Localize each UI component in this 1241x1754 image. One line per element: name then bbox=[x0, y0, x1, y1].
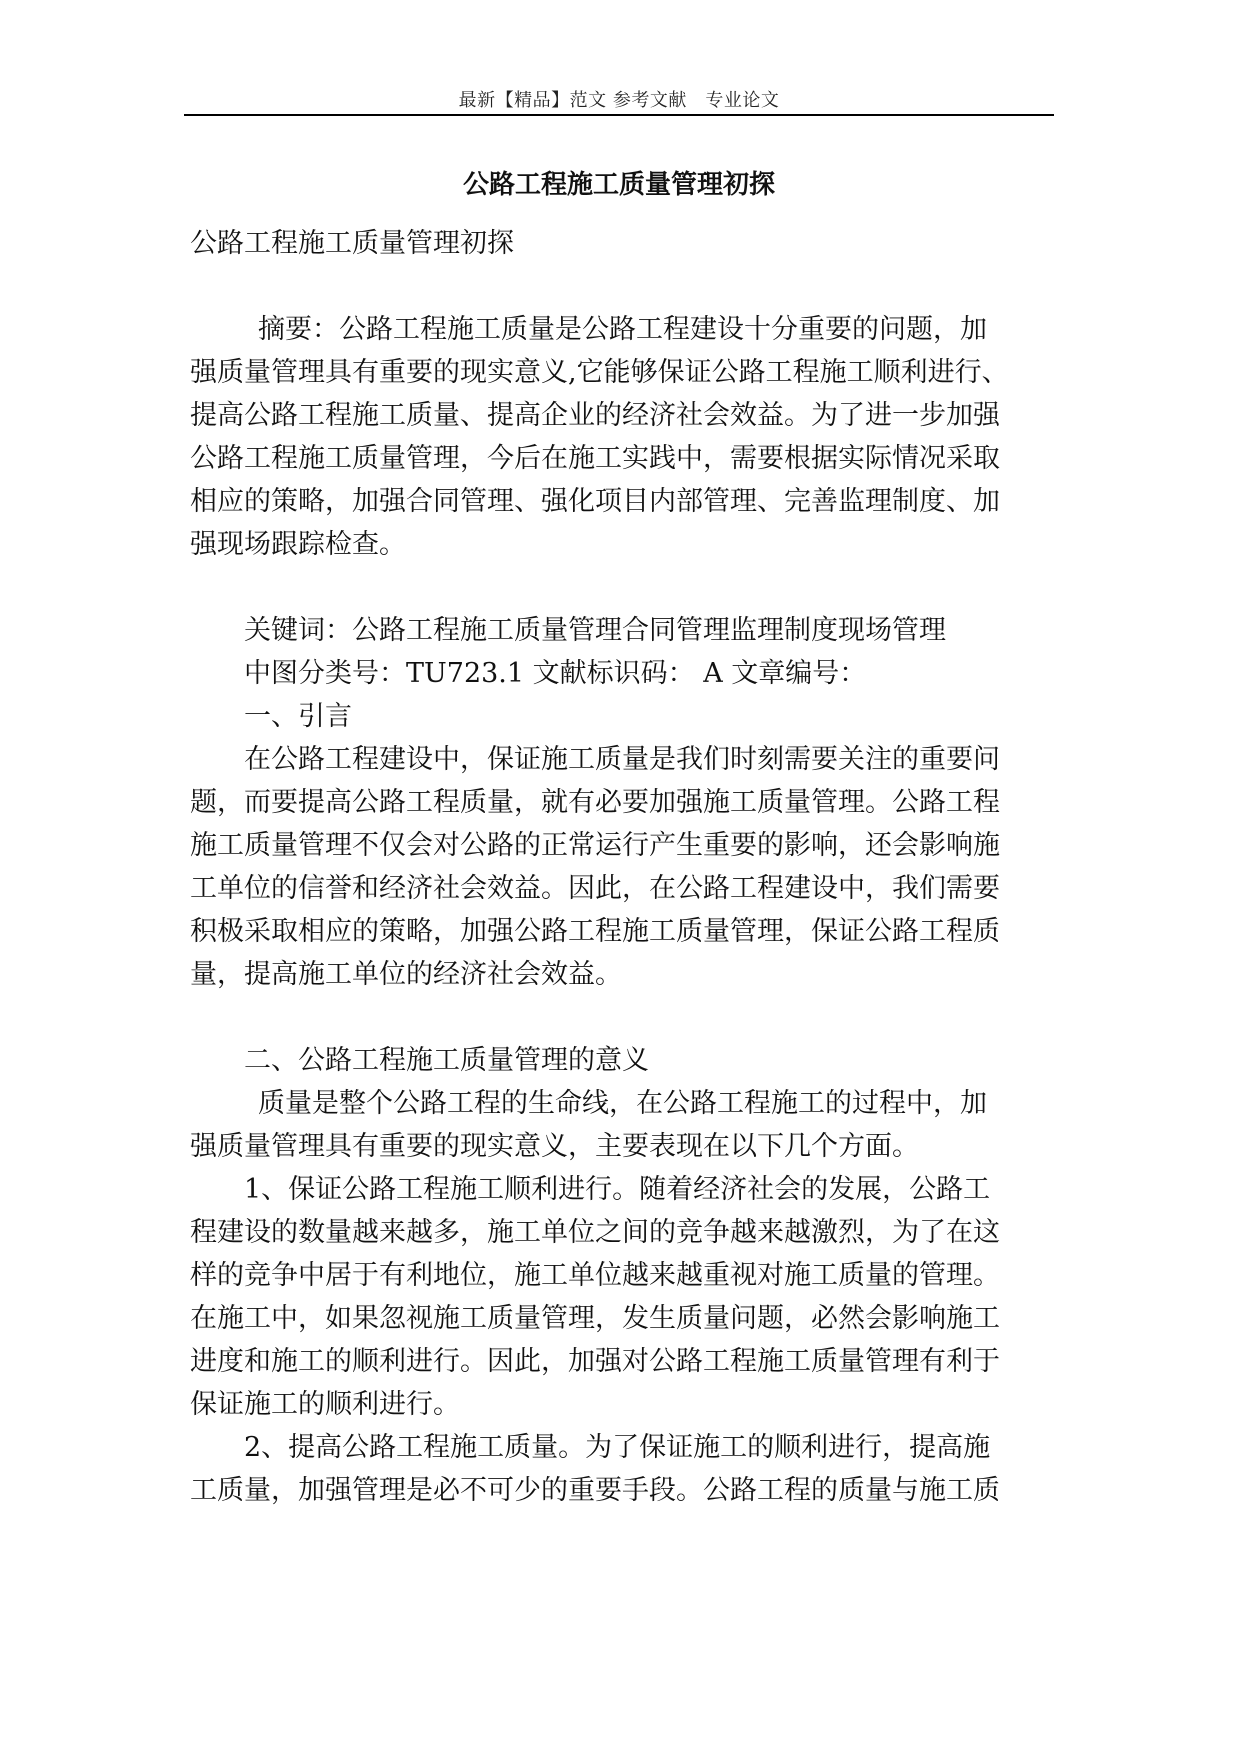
point-2 bbox=[190, 1426, 1060, 1512]
subtitle: 公路工程施工质量管理初探 bbox=[190, 228, 514, 259]
keywords: 关键词：公路工程施工质量管理合同管理监理制度现场管理 bbox=[244, 615, 946, 646]
abstract-line: 提高公路工程施工质量、提高企业的经济社会效益。为了进一步加强 bbox=[190, 400, 1000, 431]
point-1 bbox=[190, 1168, 1060, 1426]
paragraph-line: 进度和施工的顺利进行。因此，加强对公路工程施工质量管理有利于 bbox=[190, 1346, 1000, 1377]
paragraph-line: 1、保证公路工程施工顺利进行。随着经济社会的发展，公路工 bbox=[244, 1174, 991, 1205]
document-body bbox=[190, 222, 1060, 1512]
paragraph-line: 强质量管理具有重要的现实意义，主要表现在以下几个方面。 bbox=[190, 1131, 919, 1162]
paragraph-line: 施工质量管理不仅会对公路的正常运行产生重要的影响，还会影响施 bbox=[190, 830, 1000, 861]
paragraph-line: 题，而要提高公路工程质量，就有必要加强施工质量管理。公路工程 bbox=[190, 787, 1000, 818]
paragraph-line: 在施工中，如果忽视施工质量管理，发生质量问题，必然会影响施工 bbox=[190, 1303, 1000, 1334]
section-heading: 二、公路工程施工质量管理的意义 bbox=[244, 1045, 649, 1076]
section-1-body bbox=[190, 738, 1060, 996]
abstract-line: 强现场跟踪检查。 bbox=[190, 529, 406, 560]
abstract-line: 强质量管理具有重要的现实意义,它能够保证公路工程施工顺利进行、 bbox=[190, 357, 1009, 388]
paragraph-line: 在公路工程建设中，保证施工质量是我们时刻需要关注的重要问 bbox=[244, 744, 1000, 775]
paragraph-line: 样的竞争中居于有利地位，施工单位越来越重视对施工质量的管理。 bbox=[190, 1260, 1000, 1291]
running-header: 最新【精品】范文 参考文献 专业论文 bbox=[458, 90, 780, 111]
section-heading: 一、引言 bbox=[244, 701, 352, 732]
section-2-intro bbox=[190, 1082, 1060, 1168]
header-rule bbox=[184, 114, 1054, 116]
abstract bbox=[190, 308, 1060, 566]
abstract-line: 摘要：公路工程施工质量是公路工程建设十分重要的问题，加 bbox=[258, 314, 987, 345]
paragraph-line: 保证施工的顺利进行。 bbox=[190, 1389, 460, 1420]
paragraph-line: 工单位的信誉和经济社会效益。因此，在公路工程建设中，我们需要 bbox=[190, 873, 1000, 904]
abstract-line: 相应的策略，加强合同管理、强化项目内部管理、完善监理制度、加 bbox=[190, 486, 1000, 517]
paragraph-line: 程建设的数量越来越多，施工单位之间的竞争越来越激烈，为了在这 bbox=[190, 1217, 1000, 1248]
classification: 中图分类号：TU723.1 文献标识码： A 文章编号： bbox=[244, 658, 867, 689]
document-title: 公路工程施工质量管理初探 bbox=[462, 170, 775, 200]
paragraph-line: 2、提高公路工程施工质量。为了保证施工的顺利进行，提高施 bbox=[244, 1432, 991, 1463]
paragraph-line: 质量是整个公路工程的生命线，在公路工程施工的过程中，加 bbox=[258, 1088, 987, 1119]
paragraph-line: 工质量，加强管理是必不可少的重要手段。公路工程的质量与施工质 bbox=[190, 1475, 1000, 1506]
abstract-line: 公路工程施工质量管理，今后在施工实践中，需要根据实际情况采取 bbox=[190, 443, 1000, 474]
paragraph-line: 积极采取相应的策略，加强公路工程施工质量管理，保证公路工程质 bbox=[190, 916, 1000, 947]
paragraph-line: 量，提高施工单位的经济社会效益。 bbox=[190, 959, 622, 990]
